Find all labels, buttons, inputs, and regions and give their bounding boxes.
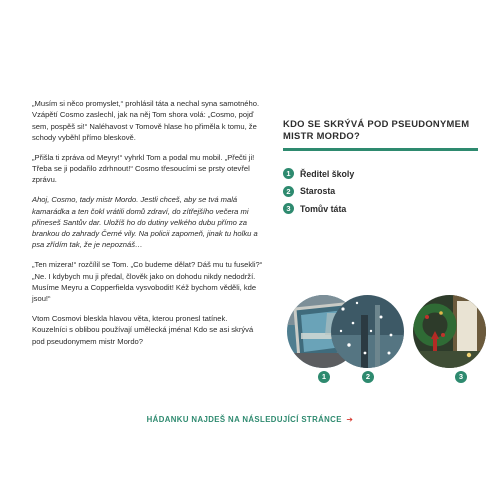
next-page-hint-text: HÁDANKU NAJDEŠ NA NÁSLEDUJÍCÍ STRÁNCE xyxy=(146,415,342,424)
option-number-badge: 1 xyxy=(283,168,294,179)
quiz-box xyxy=(283,118,478,218)
quiz-divider xyxy=(283,148,478,151)
picture-number-badge: 2 xyxy=(362,371,374,383)
picture-clues xyxy=(0,295,500,395)
quiz-option-2[interactable] xyxy=(283,183,478,199)
quiz-question: KDO SE SKRÝVÁ POD PSEUDONYMEM MISTR MORDO? xyxy=(283,118,470,142)
story-paragraph: Vtom Cosmovi bleskla hlavou věta, kterou pronesl tatínek. Kouzelníci s oblibou používají umělecká jména! Kdo se asi skrývá pod pseudonymem mistr Mordo? xyxy=(32,314,254,346)
picture-number-badge: 3 xyxy=(455,371,467,383)
story-paragraph: „Přišla ti zpráva od Meyry!“ vyhrkl Tom a podal mu mobil. „Přečti ji! Třeba se ji podařilo zdrhnout!“ Cosmo třesoucími se prsty otevřel zprávu. xyxy=(32,152,255,185)
story-paragraph: „Ten mizera!“ rozčílil se Tom. „Co budeme dělat? Dáš mu tu fusekli?“ „Ne. I kdybych mu ji předal, člověk jako on dohodu nikdy nedodrží. Musíme Meyru a Copperfielda vysvobodit! Kéž bychom věděli, kde jsou!“ xyxy=(32,260,263,304)
snowy-night-icon[interactable] xyxy=(331,295,404,368)
quiz-options xyxy=(283,166,478,217)
option-label: Ředitel školy xyxy=(300,168,355,179)
option-label: Tomův táta xyxy=(300,203,347,214)
quiz-option-3[interactable] xyxy=(283,201,478,217)
mordo-message: Ahoj, Cosmo, tady mistr Mordo. Jestli chceš, aby se tvá malá kamarádka a ten čokl vrátili domů zdraví, do zítřejšího večera mi přineseš Santův dar. Uložíš ho do dutiny velkého dubu přímo za brankou do zahrady Černé vily. Na policii zapomeň, jinak tu holku a psa zřídím tak, že je nepoznáš… xyxy=(32,195,258,250)
option-number-badge: 2 xyxy=(283,186,294,197)
option-number-badge: 3 xyxy=(283,203,294,214)
quiz-option-1[interactable] xyxy=(283,166,478,182)
arrow-right-icon: ➔ xyxy=(346,415,354,424)
option-label: Starosta xyxy=(300,186,336,197)
next-page-hint xyxy=(0,415,500,424)
picture-number-badge: 1 xyxy=(318,371,330,383)
christmas-door-wreath-icon[interactable] xyxy=(413,295,486,368)
story-paragraph: „Musím si něco promyslet,“ prohlásil táta a nechal syna samotného. Vzápětí Cosmo zaslechl, jak na něj Tom shora volá: „Cosmo, pojď sem, pospěš si!“ Naléhavost v Tomově hlase ho přiměla k tomu, že schody vyběhl přímo bleskově. xyxy=(32,99,260,142)
